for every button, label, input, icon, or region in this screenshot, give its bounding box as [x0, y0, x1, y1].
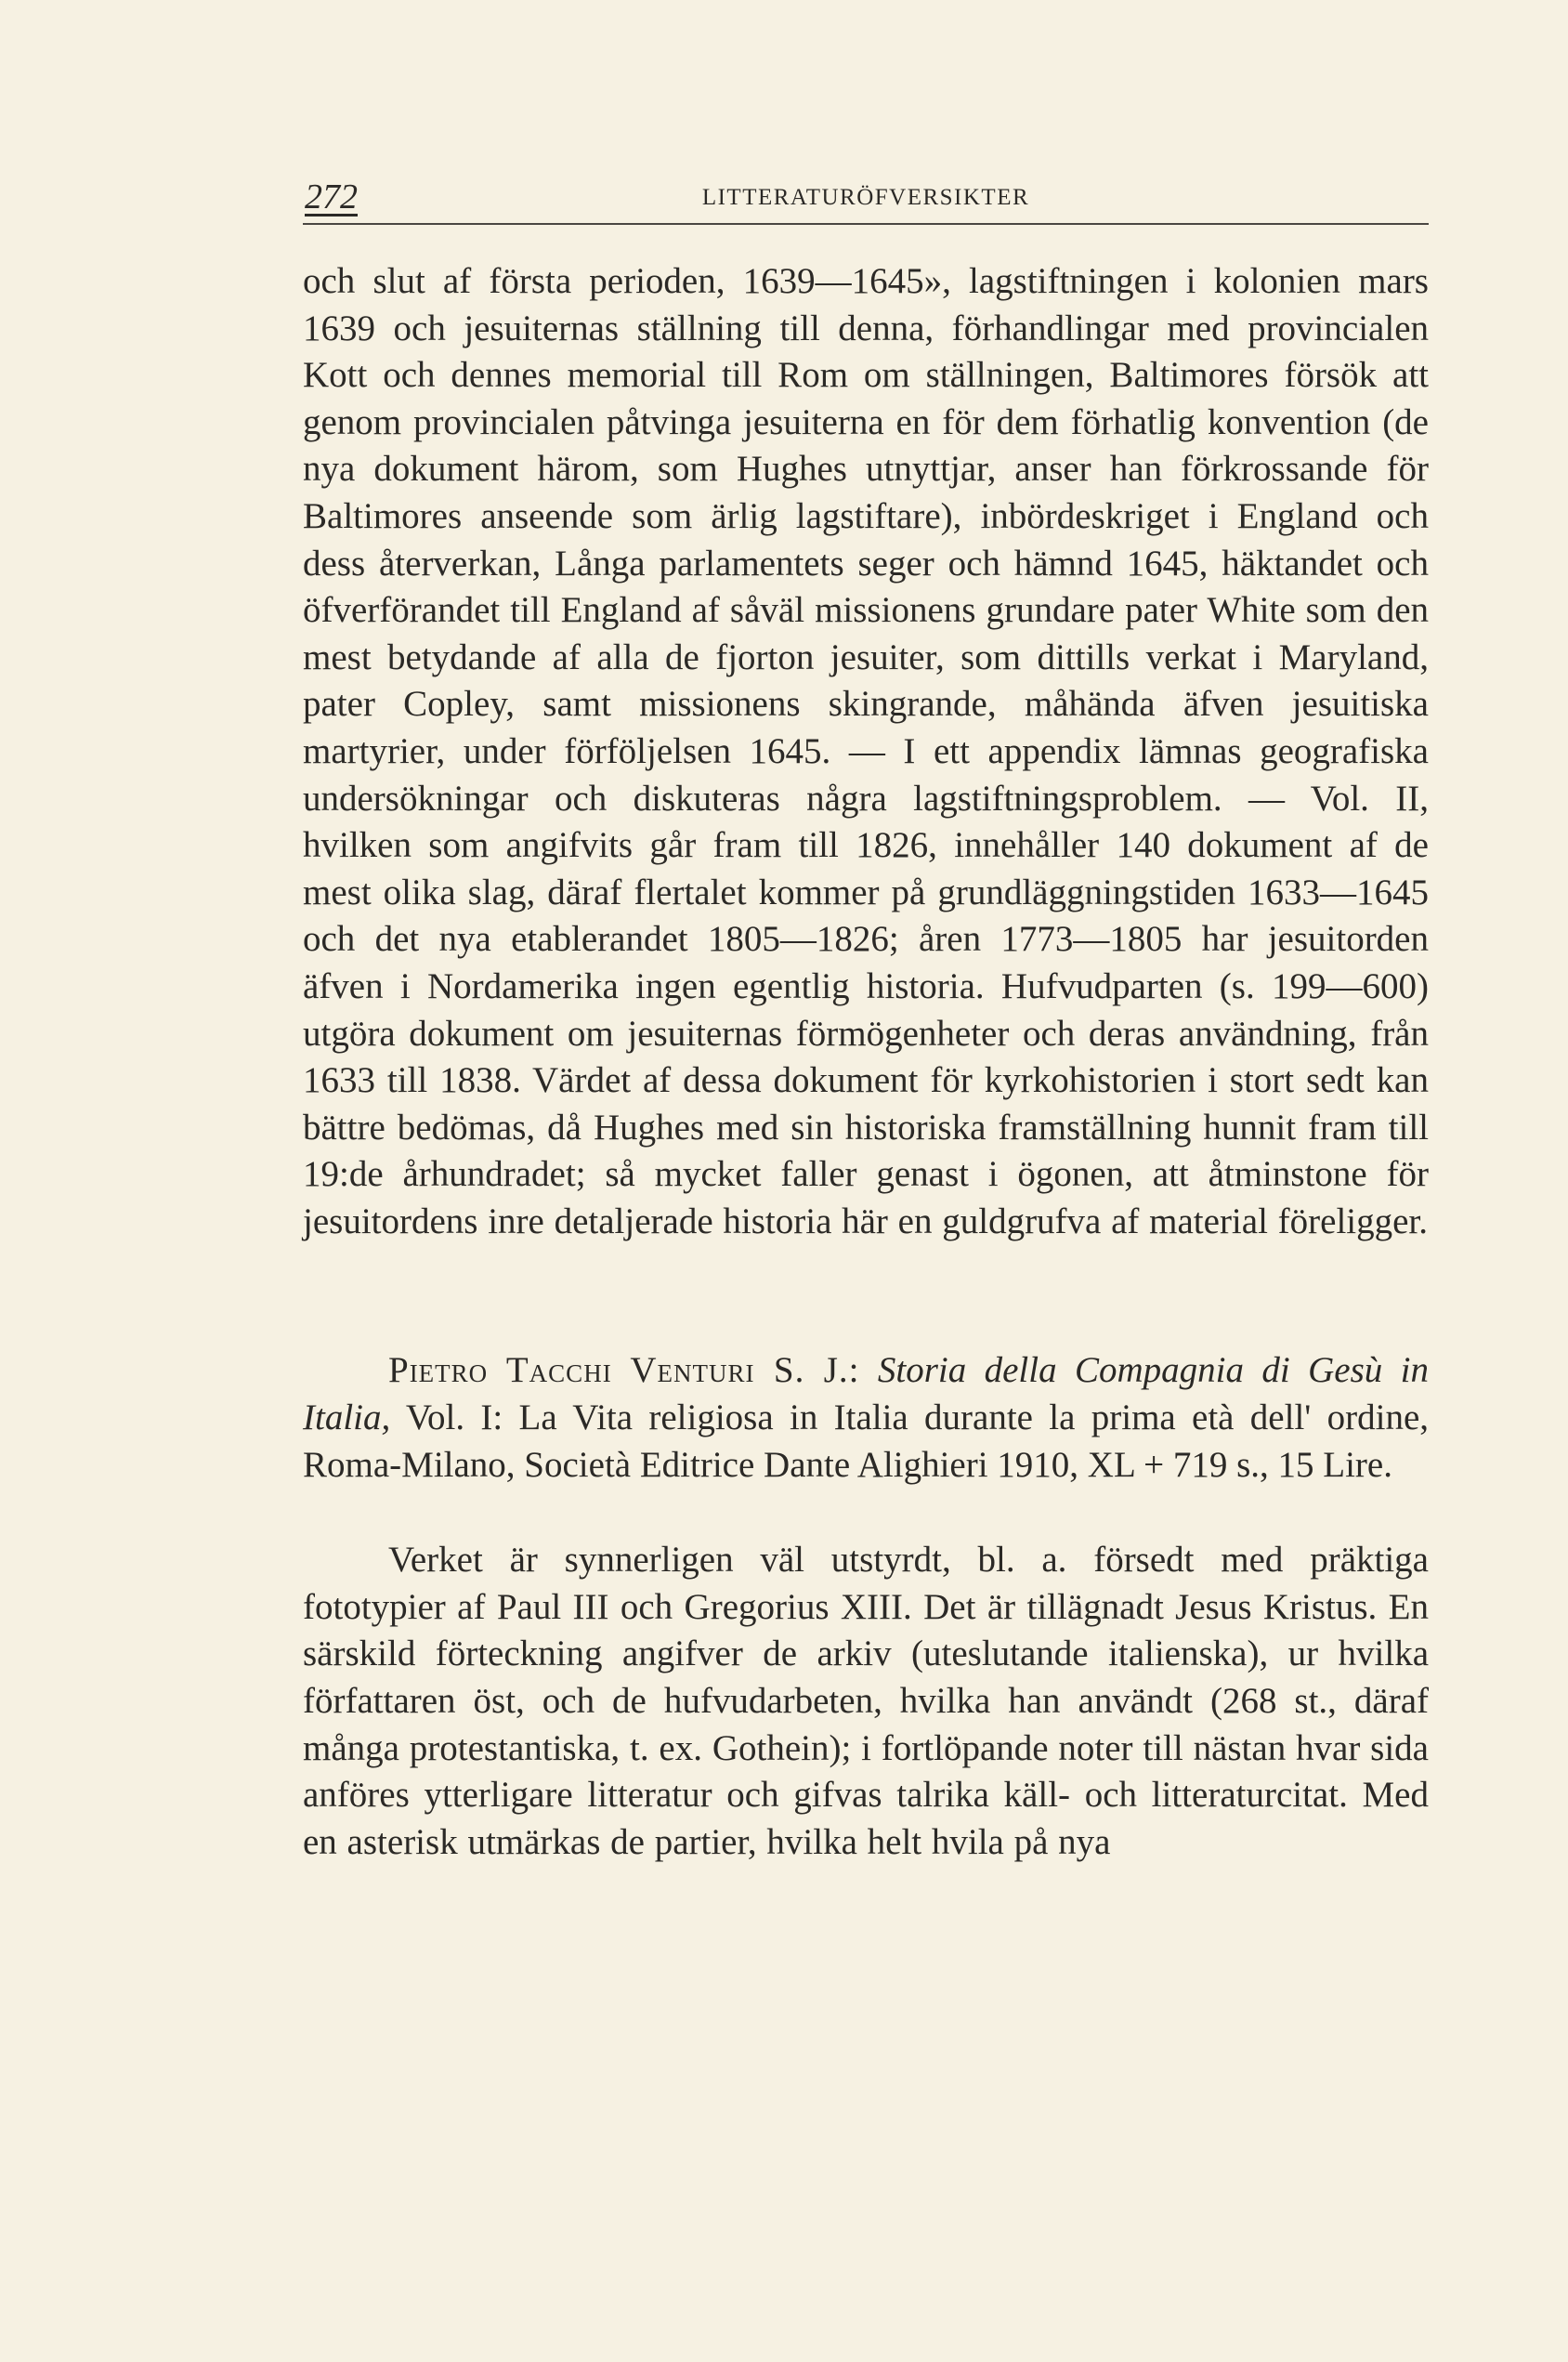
citation-details: Vol. I: La Vita religiosa in Italia durante la prima età dell' ordine, Roma-Milano, Società Editrice Dante Alighieri 1910, XL + 719 s., 15 Lire.	[303, 1398, 1430, 1485]
page	[303, 177, 1429, 1866]
running-title: LITTERATURÖFVERSIKTER	[701, 185, 1030, 210]
page-number: 272	[305, 177, 358, 217]
citation-title: Storia della Compagnia di Gesù in Italia,	[303, 1350, 1429, 1438]
book-citation	[303, 1347, 1429, 1489]
citation-author: Pietro Tacchi Venturi S. J.:	[388, 1350, 860, 1391]
body-paragraph-2: Verket är synnerligen väl utstyrdt, bl. a. försedt med präktiga fototypier af Paul III och Gregorius XIII. Det är tillägnadt Jesus Kristus. En särskild förteckning angifver de arkiv (uteslutande italienska), ur hvilka författaren öst, och de hufvudarbeten, hvilka han användt (268 st., däraf många protestantiska, t. ex. Gothein); i fortlöpande noter till nästan hvar sida anföres ytterligare litteratur och gifvas talrika käll- och litteraturcitat. Med en asterisk utmärkas de partier, hvilka helt hvila på nya	[303, 1540, 1429, 1862]
body-paragraph-1: och slut af första perioden, 1639—1645», lagstiftningen i kolonien mars 1639 och jesuiternas ställning till denna, förhandlingar med provincialen Kott och dennes memorial till Rom om ställningen, Baltimores försök att genom provincialen påtvinga jesuiterna en för dem förhatlig konvention (de nya dokument härom, som Hughes utnyttjar, anser han förkrossande för Baltimores anseende som ärlig lagstiftare), inbördeskriget i England och dess återverkan, Långa parlamentets seger och hämnd 1645, häktandet och öfverförandet till England af såväl missionens grundare pater White som den mest betydande af alla de fjorton jesuiter, som dittills verkat i Maryland, pater Copley, samt missionens skingrande, måhända äfven jesuitiska martyrier, under förföljelsen 1645. — I ett appendix lämnas geografiska undersökningar och diskuteras några lagstiftningsproblem. — Vol. II, hvilken som angifvits går fram till 1826, innehåller 140 dokument af de mest olika slag, däraf flertalet kommer på grundläggningstiden 1633—1645 och det nya etablerandet 1805—1826; åren 1773—1805 har jesuitorden äfven i Nordamerika ingen egentlig historia. Hufvudparten (s. 199—600) utgöra dokument om jesuiternas förmögenheter och deras användning, från 1633 till 1838. Värdet af dessa dokument för kyrkohistorien i stort sedt kan bättre bedömas, då Hughes med sin historiska framställning hunnit fram till 19:de århundradet; så mycket faller genast i ögonen, att åtminstone för jesuitordens inre detaljerade historia här en guldgrufva af material föreligger.	[303, 261, 1429, 1241]
running-head	[303, 177, 1429, 225]
